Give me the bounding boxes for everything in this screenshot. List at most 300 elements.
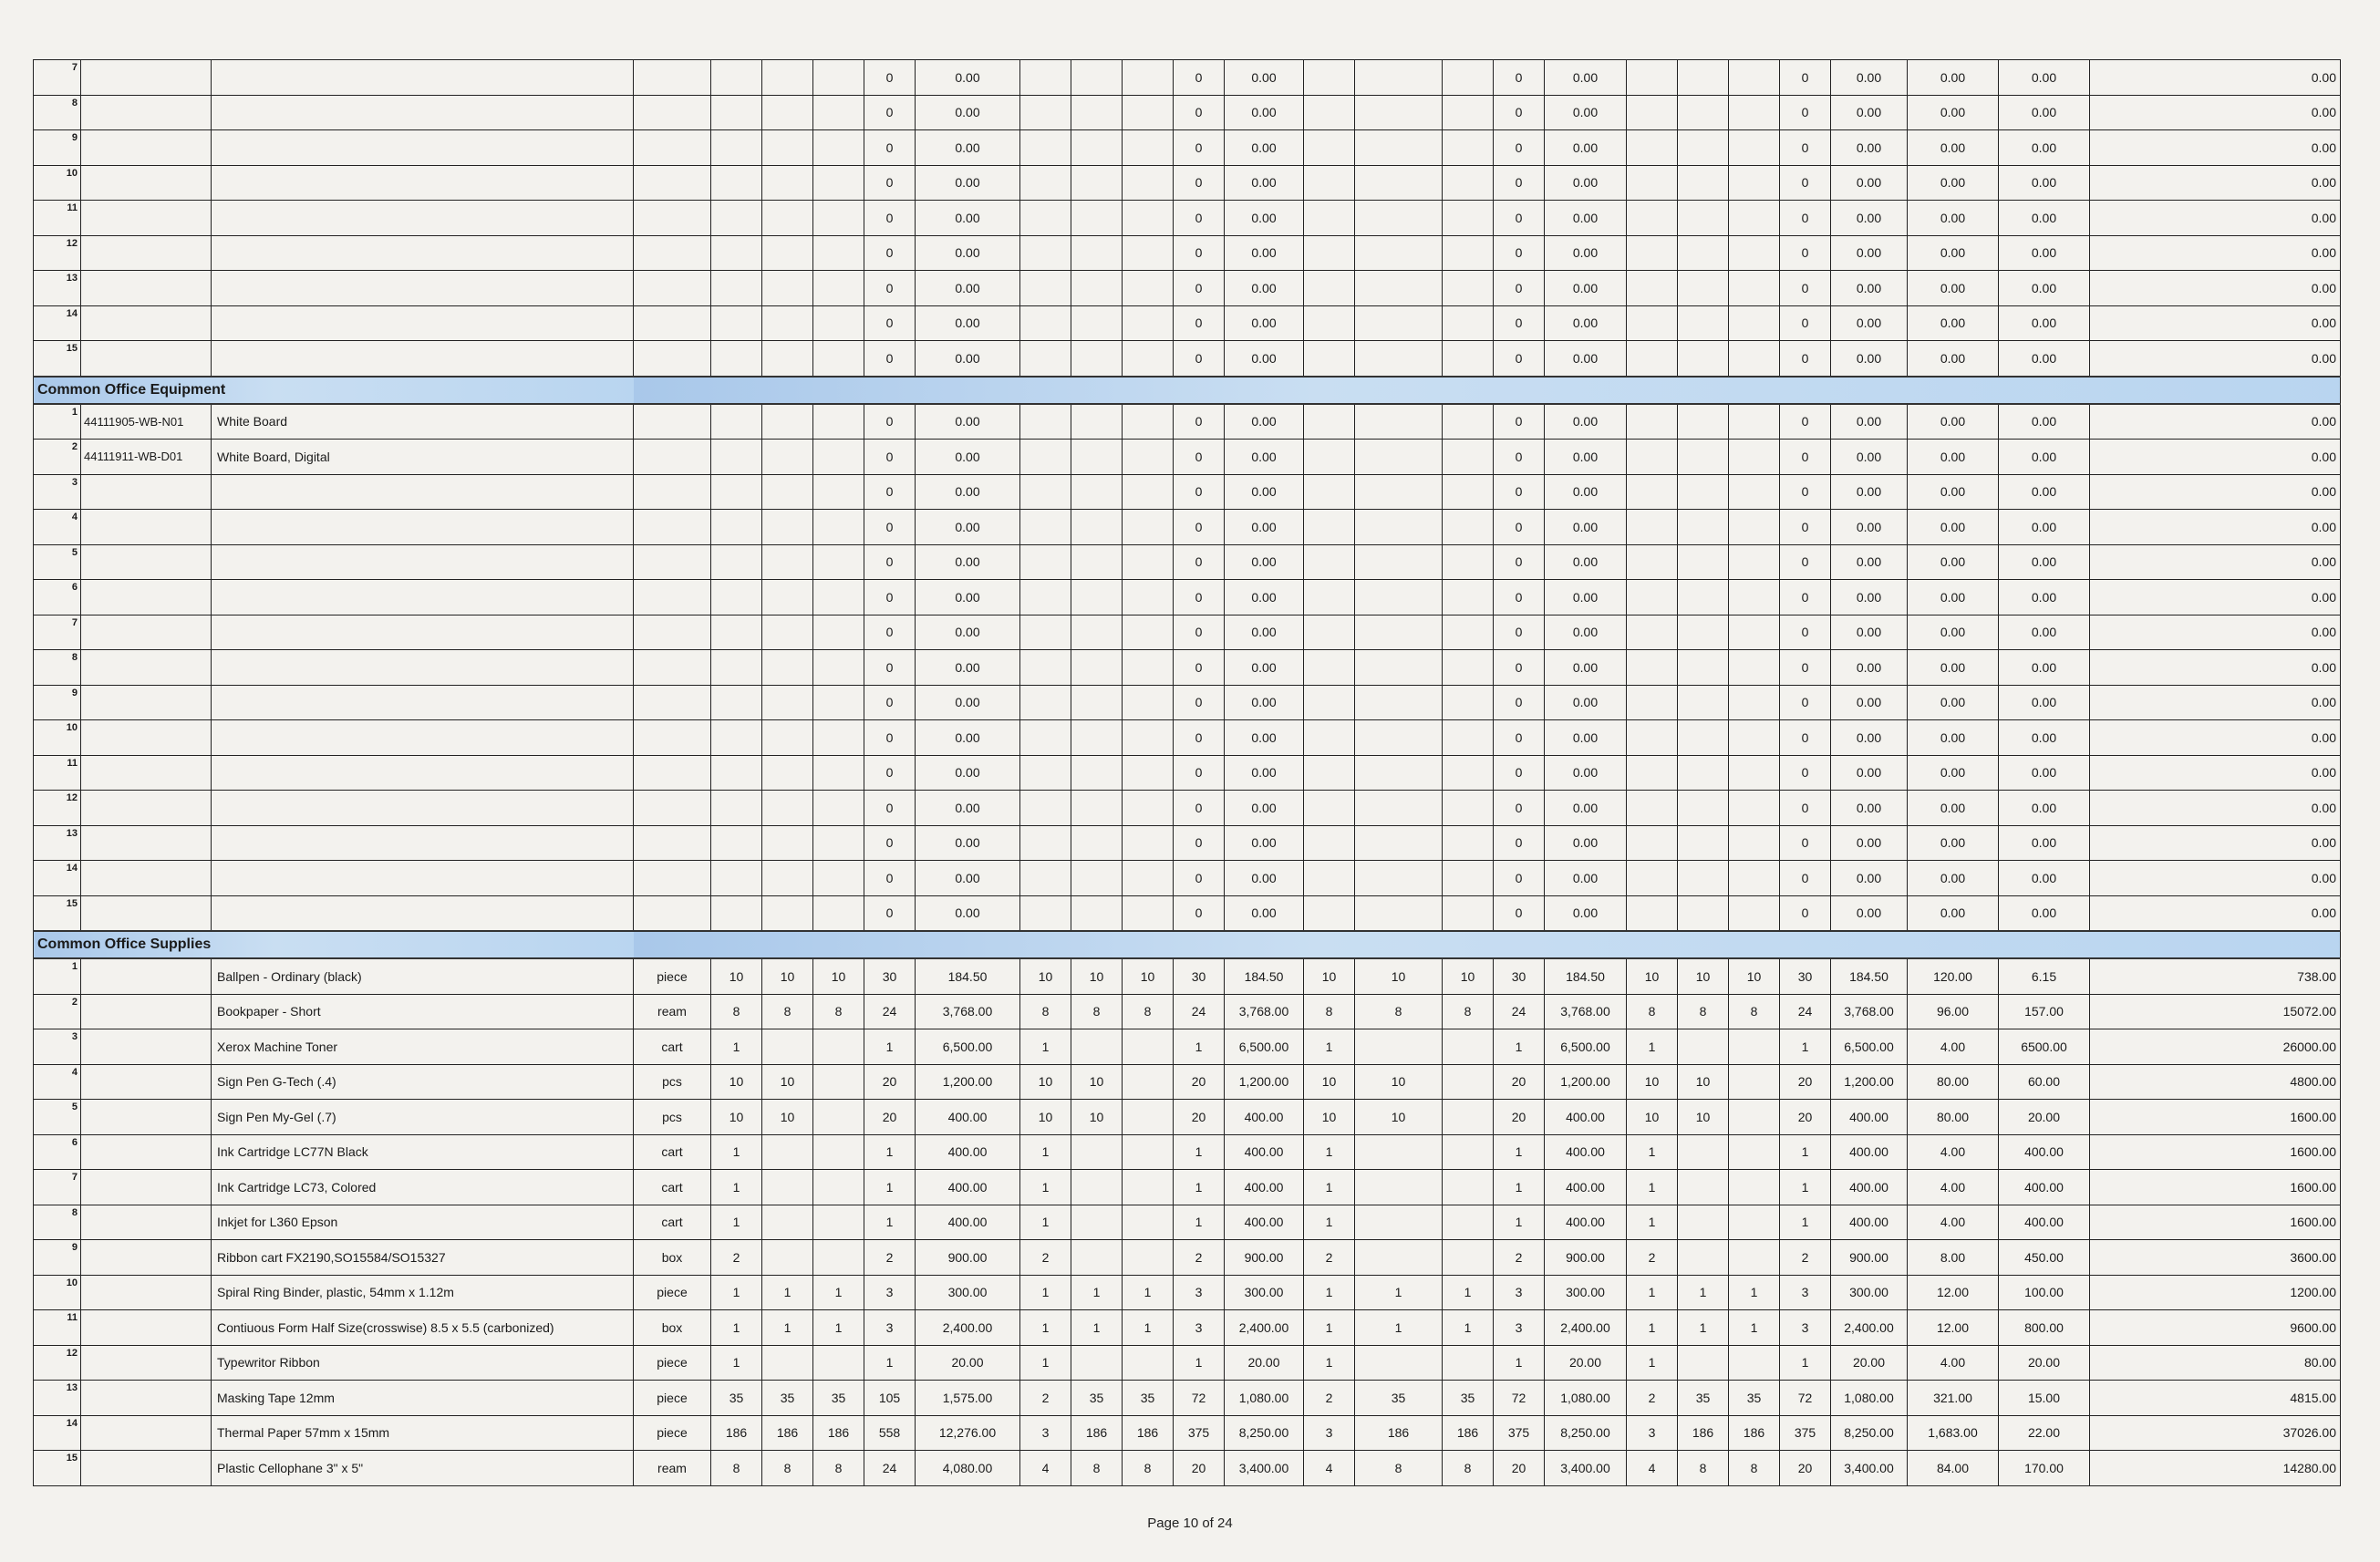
unit-of-measure bbox=[634, 440, 711, 475]
row-number: 15 bbox=[34, 895, 81, 931]
table-row bbox=[34, 95, 2341, 130]
qty-quarter-total: 0 bbox=[864, 615, 916, 650]
quarter-amount: 0.00 bbox=[1545, 791, 1627, 826]
qty-month-1 bbox=[1627, 720, 1678, 756]
quarter-amount: 0.00 bbox=[1545, 60, 1627, 96]
item-description bbox=[212, 341, 634, 377]
qty-month-1: 1 bbox=[1304, 1029, 1355, 1065]
item-description: Ink Cartridge LC77N Black bbox=[212, 1134, 634, 1170]
qty-month-1 bbox=[1627, 404, 1678, 440]
qty-month-1 bbox=[1627, 165, 1678, 201]
quarter-amount: 0.00 bbox=[1225, 791, 1304, 826]
qty-month-1 bbox=[1020, 895, 1071, 931]
qty-month-1: 1 bbox=[1627, 1205, 1678, 1240]
qty-quarter-total: 20 bbox=[1494, 1100, 1545, 1135]
qty-month-3 bbox=[1729, 510, 1780, 545]
qty-month-2 bbox=[1678, 341, 1729, 377]
qty-month-1: 2 bbox=[711, 1240, 762, 1276]
quarter-amount: 0.00 bbox=[1545, 615, 1627, 650]
quarter-amount: 6,500.00 bbox=[1545, 1029, 1627, 1065]
qty-month-1: 10 bbox=[1627, 958, 1678, 994]
qty-month-3 bbox=[1123, 404, 1174, 440]
qty-month-3 bbox=[1443, 755, 1494, 791]
item-description bbox=[212, 685, 634, 720]
qty-month-2: 8 bbox=[762, 1451, 813, 1486]
quarter-amount: 0.00 bbox=[1225, 720, 1304, 756]
qty-month-2: 186 bbox=[1355, 1415, 1443, 1451]
quarter-amount: 900.00 bbox=[916, 1240, 1020, 1276]
unit-of-measure bbox=[634, 474, 711, 510]
unit-price: 0.00 bbox=[1908, 95, 1999, 130]
quarter-amount: 0.00 bbox=[916, 404, 1020, 440]
qty-month-3 bbox=[1443, 825, 1494, 861]
table-row bbox=[34, 271, 2341, 306]
qty-quarter-total: 105 bbox=[864, 1381, 916, 1416]
table-row bbox=[34, 720, 2341, 756]
quarter-amount: 0.00 bbox=[1225, 650, 1304, 686]
qty-quarter-total: 0 bbox=[864, 201, 916, 236]
total-quantity: 0.00 bbox=[1999, 615, 2090, 650]
qty-month-2 bbox=[1071, 1240, 1123, 1276]
total-amount: 0.00 bbox=[2090, 720, 2341, 756]
qty-quarter-total: 0 bbox=[1494, 95, 1545, 130]
qty-month-2 bbox=[762, 580, 813, 615]
unit-price: 80.00 bbox=[1908, 1100, 1999, 1135]
item-code bbox=[81, 510, 212, 545]
total-quantity: 0.00 bbox=[1999, 650, 2090, 686]
unit-price: 0.00 bbox=[1908, 861, 1999, 896]
row-number: 11 bbox=[34, 1310, 81, 1346]
item-description bbox=[212, 510, 634, 545]
qty-month-2 bbox=[762, 271, 813, 306]
qty-month-1: 1 bbox=[1627, 1134, 1678, 1170]
qty-month-1 bbox=[1304, 544, 1355, 580]
qty-month-2 bbox=[1355, 271, 1443, 306]
table-row bbox=[34, 165, 2341, 201]
quarter-amount: 0.00 bbox=[1225, 615, 1304, 650]
unit-price: 0.00 bbox=[1908, 165, 1999, 201]
item-description: Thermal Paper 57mm x 15mm bbox=[212, 1415, 634, 1451]
qty-month-3: 35 bbox=[1443, 1381, 1494, 1416]
qty-month-1 bbox=[1020, 791, 1071, 826]
total-quantity: 60.00 bbox=[1999, 1064, 2090, 1100]
total-quantity: 400.00 bbox=[1999, 1134, 2090, 1170]
item-description bbox=[212, 95, 634, 130]
qty-month-3 bbox=[1729, 580, 1780, 615]
qty-quarter-total: 375 bbox=[1494, 1415, 1545, 1451]
qty-month-3 bbox=[1443, 341, 1494, 377]
qty-month-2 bbox=[1071, 615, 1123, 650]
page-number: Page 10 of 24 bbox=[1147, 1515, 1233, 1531]
qty-quarter-total: 0 bbox=[1780, 341, 1831, 377]
qty-quarter-total: 0 bbox=[1174, 305, 1225, 341]
row-number: 10 bbox=[34, 720, 81, 756]
qty-month-1 bbox=[1304, 271, 1355, 306]
qty-quarter-total: 0 bbox=[1174, 510, 1225, 545]
qty-month-2 bbox=[1678, 791, 1729, 826]
qty-month-2 bbox=[1678, 1029, 1729, 1065]
qty-month-1 bbox=[711, 861, 762, 896]
qty-month-2: 186 bbox=[1678, 1415, 1729, 1451]
qty-month-2 bbox=[1071, 201, 1123, 236]
qty-quarter-total: 3 bbox=[1780, 1310, 1831, 1346]
qty-month-1: 1 bbox=[711, 1170, 762, 1205]
qty-month-1 bbox=[1304, 510, 1355, 545]
qty-month-2: 1 bbox=[1355, 1275, 1443, 1310]
quarter-amount: 0.00 bbox=[1225, 130, 1304, 166]
quarter-amount: 0.00 bbox=[1225, 474, 1304, 510]
qty-month-1 bbox=[711, 404, 762, 440]
quarter-amount: 3,768.00 bbox=[1545, 994, 1627, 1029]
total-quantity: 6.15 bbox=[1999, 958, 2090, 994]
qty-quarter-total: 0 bbox=[1780, 720, 1831, 756]
row-number: 7 bbox=[34, 60, 81, 96]
quarter-amount: 0.00 bbox=[1545, 510, 1627, 545]
row-number: 7 bbox=[34, 615, 81, 650]
item-code bbox=[81, 791, 212, 826]
quarter-amount: 0.00 bbox=[1545, 580, 1627, 615]
total-amount: 0.00 bbox=[2090, 615, 2341, 650]
qty-quarter-total: 24 bbox=[864, 1451, 916, 1486]
total-amount: 0.00 bbox=[2090, 60, 2341, 96]
row-number: 12 bbox=[34, 235, 81, 271]
qty-quarter-total: 0 bbox=[1494, 510, 1545, 545]
quarter-amount: 0.00 bbox=[1545, 755, 1627, 791]
table-row bbox=[34, 1029, 2341, 1065]
qty-month-2: 10 bbox=[1071, 1064, 1123, 1100]
total-quantity: 0.00 bbox=[1999, 720, 2090, 756]
qty-month-3 bbox=[1729, 1064, 1780, 1100]
qty-quarter-total: 375 bbox=[1174, 1415, 1225, 1451]
qty-month-3 bbox=[1123, 1100, 1174, 1135]
quarter-amount: 0.00 bbox=[916, 720, 1020, 756]
qty-month-1 bbox=[1304, 235, 1355, 271]
qty-month-2 bbox=[762, 305, 813, 341]
qty-month-1: 35 bbox=[711, 1381, 762, 1416]
qty-month-3 bbox=[813, 755, 864, 791]
qty-month-2 bbox=[1071, 1345, 1123, 1381]
quarter-amount: 20.00 bbox=[1225, 1345, 1304, 1381]
row-number: 8 bbox=[34, 1205, 81, 1240]
qty-quarter-total: 0 bbox=[1780, 440, 1831, 475]
qty-month-2 bbox=[762, 650, 813, 686]
total-quantity: 0.00 bbox=[1999, 685, 2090, 720]
quarter-amount: 0.00 bbox=[1831, 510, 1908, 545]
qty-month-3 bbox=[813, 474, 864, 510]
item-code bbox=[81, 130, 212, 166]
quarter-amount: 0.00 bbox=[916, 650, 1020, 686]
qty-quarter-total: 0 bbox=[1780, 861, 1831, 896]
qty-month-1: 10 bbox=[1304, 1064, 1355, 1100]
unit-price: 1,683.00 bbox=[1908, 1415, 1999, 1451]
qty-month-1 bbox=[1627, 130, 1678, 166]
qty-month-3 bbox=[1123, 305, 1174, 341]
qty-month-3 bbox=[1729, 341, 1780, 377]
table-row bbox=[34, 1310, 2341, 1346]
qty-quarter-total: 0 bbox=[1174, 825, 1225, 861]
total-amount: 1600.00 bbox=[2090, 1170, 2341, 1205]
qty-month-3 bbox=[1443, 235, 1494, 271]
qty-quarter-total: 0 bbox=[1174, 685, 1225, 720]
qty-month-1 bbox=[1304, 861, 1355, 896]
row-number: 12 bbox=[34, 1345, 81, 1381]
qty-month-3 bbox=[1443, 720, 1494, 756]
item-description bbox=[212, 474, 634, 510]
quarter-amount: 0.00 bbox=[1545, 720, 1627, 756]
qty-month-2 bbox=[1355, 1205, 1443, 1240]
qty-month-3: 35 bbox=[1729, 1381, 1780, 1416]
qty-quarter-total: 20 bbox=[1494, 1064, 1545, 1100]
qty-quarter-total: 0 bbox=[1494, 685, 1545, 720]
quarter-amount: 0.00 bbox=[1831, 650, 1908, 686]
qty-month-3 bbox=[1123, 650, 1174, 686]
qty-month-3 bbox=[813, 861, 864, 896]
unit-of-measure bbox=[634, 60, 711, 96]
section-band bbox=[634, 377, 2341, 404]
quarter-amount: 0.00 bbox=[1545, 474, 1627, 510]
unit-price: 0.00 bbox=[1908, 271, 1999, 306]
row-number: 4 bbox=[34, 510, 81, 545]
qty-month-2 bbox=[1355, 791, 1443, 826]
total-quantity: 0.00 bbox=[1999, 130, 2090, 166]
qty-month-1 bbox=[1020, 510, 1071, 545]
item-description bbox=[212, 271, 634, 306]
total-quantity: 0.00 bbox=[1999, 544, 2090, 580]
total-quantity: 6500.00 bbox=[1999, 1029, 2090, 1065]
quarter-amount: 900.00 bbox=[1225, 1240, 1304, 1276]
qty-month-1: 1 bbox=[1304, 1310, 1355, 1346]
qty-quarter-total: 0 bbox=[1494, 544, 1545, 580]
row-number: 8 bbox=[34, 650, 81, 686]
qty-month-3 bbox=[1123, 791, 1174, 826]
qty-quarter-total: 3 bbox=[864, 1310, 916, 1346]
quarter-amount: 0.00 bbox=[1831, 305, 1908, 341]
row-number: 14 bbox=[34, 305, 81, 341]
quarter-amount: 900.00 bbox=[1545, 1240, 1627, 1276]
qty-month-2 bbox=[762, 720, 813, 756]
qty-month-1 bbox=[711, 510, 762, 545]
qty-month-2 bbox=[1355, 60, 1443, 96]
supplies-table bbox=[33, 59, 2341, 1486]
qty-month-3: 186 bbox=[813, 1415, 864, 1451]
quarter-amount: 0.00 bbox=[916, 60, 1020, 96]
qty-quarter-total: 2 bbox=[864, 1240, 916, 1276]
quarter-amount: 0.00 bbox=[1831, 440, 1908, 475]
qty-month-2 bbox=[1678, 60, 1729, 96]
qty-month-1 bbox=[1304, 201, 1355, 236]
qty-month-3 bbox=[1729, 60, 1780, 96]
qty-month-3: 186 bbox=[1123, 1415, 1174, 1451]
qty-month-1: 1 bbox=[1304, 1275, 1355, 1310]
qty-month-3 bbox=[813, 1205, 864, 1240]
qty-quarter-total: 0 bbox=[864, 544, 916, 580]
qty-quarter-total: 20 bbox=[864, 1064, 916, 1100]
qty-month-1 bbox=[1020, 685, 1071, 720]
qty-month-2 bbox=[1355, 341, 1443, 377]
qty-month-3 bbox=[1123, 341, 1174, 377]
quarter-amount: 400.00 bbox=[1831, 1170, 1908, 1205]
item-description: White Board bbox=[212, 404, 634, 440]
qty-month-2: 1 bbox=[1071, 1310, 1123, 1346]
total-amount: 0.00 bbox=[2090, 271, 2341, 306]
qty-month-2 bbox=[1678, 685, 1729, 720]
unit-price: 4.00 bbox=[1908, 1205, 1999, 1240]
qty-quarter-total: 30 bbox=[1174, 958, 1225, 994]
quarter-amount: 0.00 bbox=[1831, 544, 1908, 580]
qty-month-1 bbox=[1627, 510, 1678, 545]
qty-month-1 bbox=[711, 544, 762, 580]
qty-month-1: 1 bbox=[1020, 1345, 1071, 1381]
total-amount: 1600.00 bbox=[2090, 1205, 2341, 1240]
qty-quarter-total: 0 bbox=[1494, 271, 1545, 306]
unit-of-measure bbox=[634, 271, 711, 306]
quarter-amount: 0.00 bbox=[1225, 895, 1304, 931]
qty-quarter-total: 0 bbox=[1780, 791, 1831, 826]
total-amount: 0.00 bbox=[2090, 201, 2341, 236]
item-description: Ballpen - Ordinary (black) bbox=[212, 958, 634, 994]
qty-month-2: 8 bbox=[762, 994, 813, 1029]
item-code bbox=[81, 1381, 212, 1416]
quarter-amount: 1,200.00 bbox=[916, 1064, 1020, 1100]
qty-month-3 bbox=[1443, 544, 1494, 580]
qty-month-2 bbox=[1071, 60, 1123, 96]
quarter-amount: 0.00 bbox=[1225, 544, 1304, 580]
qty-month-3 bbox=[813, 685, 864, 720]
qty-month-2 bbox=[762, 791, 813, 826]
item-code bbox=[81, 615, 212, 650]
qty-month-1: 1 bbox=[1627, 1275, 1678, 1310]
qty-quarter-total: 1 bbox=[864, 1345, 916, 1381]
quarter-amount: 0.00 bbox=[1545, 825, 1627, 861]
total-amount: 0.00 bbox=[2090, 235, 2341, 271]
row-number: 9 bbox=[34, 685, 81, 720]
qty-month-2 bbox=[1355, 510, 1443, 545]
qty-month-3 bbox=[813, 895, 864, 931]
quarter-amount: 0.00 bbox=[1225, 271, 1304, 306]
quarter-amount: 400.00 bbox=[1225, 1170, 1304, 1205]
qty-month-2: 1 bbox=[1678, 1275, 1729, 1310]
unit-of-measure: piece bbox=[634, 1415, 711, 1451]
table-row bbox=[34, 440, 2341, 475]
qty-month-2: 10 bbox=[1678, 1100, 1729, 1135]
total-quantity: 0.00 bbox=[1999, 60, 2090, 96]
qty-month-1 bbox=[1304, 791, 1355, 826]
procurement-sheet bbox=[33, 59, 2336, 1482]
qty-month-3: 1 bbox=[1443, 1310, 1494, 1346]
item-description bbox=[212, 650, 634, 686]
quarter-amount: 400.00 bbox=[916, 1170, 1020, 1205]
qty-month-1 bbox=[1020, 580, 1071, 615]
qty-month-1: 10 bbox=[1304, 958, 1355, 994]
qty-month-3 bbox=[1123, 1240, 1174, 1276]
qty-quarter-total: 0 bbox=[1780, 615, 1831, 650]
qty-month-3 bbox=[813, 791, 864, 826]
qty-month-1 bbox=[1627, 825, 1678, 861]
qty-quarter-total: 0 bbox=[1494, 201, 1545, 236]
qty-month-1: 8 bbox=[1020, 994, 1071, 1029]
quarter-amount: 3,400.00 bbox=[1831, 1451, 1908, 1486]
qty-quarter-total: 0 bbox=[1780, 685, 1831, 720]
item-description bbox=[212, 130, 634, 166]
unit-of-measure bbox=[634, 404, 711, 440]
unit-price: 12.00 bbox=[1908, 1310, 1999, 1346]
qty-month-1 bbox=[711, 791, 762, 826]
unit-price: 0.00 bbox=[1908, 615, 1999, 650]
unit-of-measure bbox=[634, 615, 711, 650]
qty-month-2: 10 bbox=[1071, 958, 1123, 994]
qty-month-2: 1 bbox=[762, 1275, 813, 1310]
qty-month-1 bbox=[711, 755, 762, 791]
qty-quarter-total: 20 bbox=[1174, 1451, 1225, 1486]
qty-month-3 bbox=[1729, 1170, 1780, 1205]
qty-month-3 bbox=[1123, 1205, 1174, 1240]
qty-month-3 bbox=[1123, 720, 1174, 756]
quarter-amount: 0.00 bbox=[1831, 201, 1908, 236]
qty-month-2 bbox=[1355, 130, 1443, 166]
qty-month-2: 8 bbox=[1678, 1451, 1729, 1486]
qty-quarter-total: 0 bbox=[864, 474, 916, 510]
qty-month-2 bbox=[762, 341, 813, 377]
qty-month-2 bbox=[1355, 1029, 1443, 1065]
qty-quarter-total: 0 bbox=[1494, 60, 1545, 96]
item-code bbox=[81, 1134, 212, 1170]
item-description: Contiuous Form Half Size(crosswise) 8.5 x 5.5 (carbonized) bbox=[212, 1310, 634, 1346]
quarter-amount: 2,400.00 bbox=[1545, 1310, 1627, 1346]
qty-month-1 bbox=[711, 615, 762, 650]
item-code bbox=[81, 1240, 212, 1276]
qty-month-1 bbox=[1020, 650, 1071, 686]
qty-quarter-total: 0 bbox=[864, 95, 916, 130]
unit-price: 0.00 bbox=[1908, 404, 1999, 440]
unit-price: 0.00 bbox=[1908, 650, 1999, 686]
qty-month-2 bbox=[1678, 720, 1729, 756]
qty-quarter-total: 0 bbox=[864, 861, 916, 896]
section-title: Common Office Equipment bbox=[34, 377, 634, 404]
qty-month-2 bbox=[1355, 404, 1443, 440]
qty-month-3 bbox=[1729, 615, 1780, 650]
qty-quarter-total: 20 bbox=[1780, 1064, 1831, 1100]
qty-month-3 bbox=[1443, 791, 1494, 826]
qty-quarter-total: 0 bbox=[1780, 510, 1831, 545]
total-quantity: 0.00 bbox=[1999, 510, 2090, 545]
total-amount: 37026.00 bbox=[2090, 1415, 2341, 1451]
unit-of-measure: box bbox=[634, 1310, 711, 1346]
quarter-amount: 0.00 bbox=[916, 510, 1020, 545]
unit-price: 0.00 bbox=[1908, 791, 1999, 826]
qty-month-1: 4 bbox=[1627, 1451, 1678, 1486]
unit-price: 4.00 bbox=[1908, 1134, 1999, 1170]
quarter-amount: 0.00 bbox=[1831, 755, 1908, 791]
qty-month-2 bbox=[1678, 861, 1729, 896]
qty-month-2 bbox=[762, 1029, 813, 1065]
qty-month-1: 8 bbox=[1304, 994, 1355, 1029]
qty-month-1 bbox=[1020, 130, 1071, 166]
qty-quarter-total: 0 bbox=[864, 791, 916, 826]
qty-month-1: 1 bbox=[711, 1205, 762, 1240]
qty-month-2 bbox=[1071, 755, 1123, 791]
item-description: Ink Cartridge LC73, Colored bbox=[212, 1170, 634, 1205]
table-row bbox=[34, 861, 2341, 896]
qty-quarter-total: 0 bbox=[1780, 271, 1831, 306]
quarter-amount: 0.00 bbox=[1545, 544, 1627, 580]
qty-month-1 bbox=[1020, 440, 1071, 475]
qty-month-2 bbox=[1355, 235, 1443, 271]
qty-month-2 bbox=[1355, 544, 1443, 580]
qty-month-1 bbox=[1627, 60, 1678, 96]
total-quantity: 0.00 bbox=[1999, 404, 2090, 440]
qty-month-3: 10 bbox=[1729, 958, 1780, 994]
qty-month-3: 8 bbox=[1123, 1451, 1174, 1486]
